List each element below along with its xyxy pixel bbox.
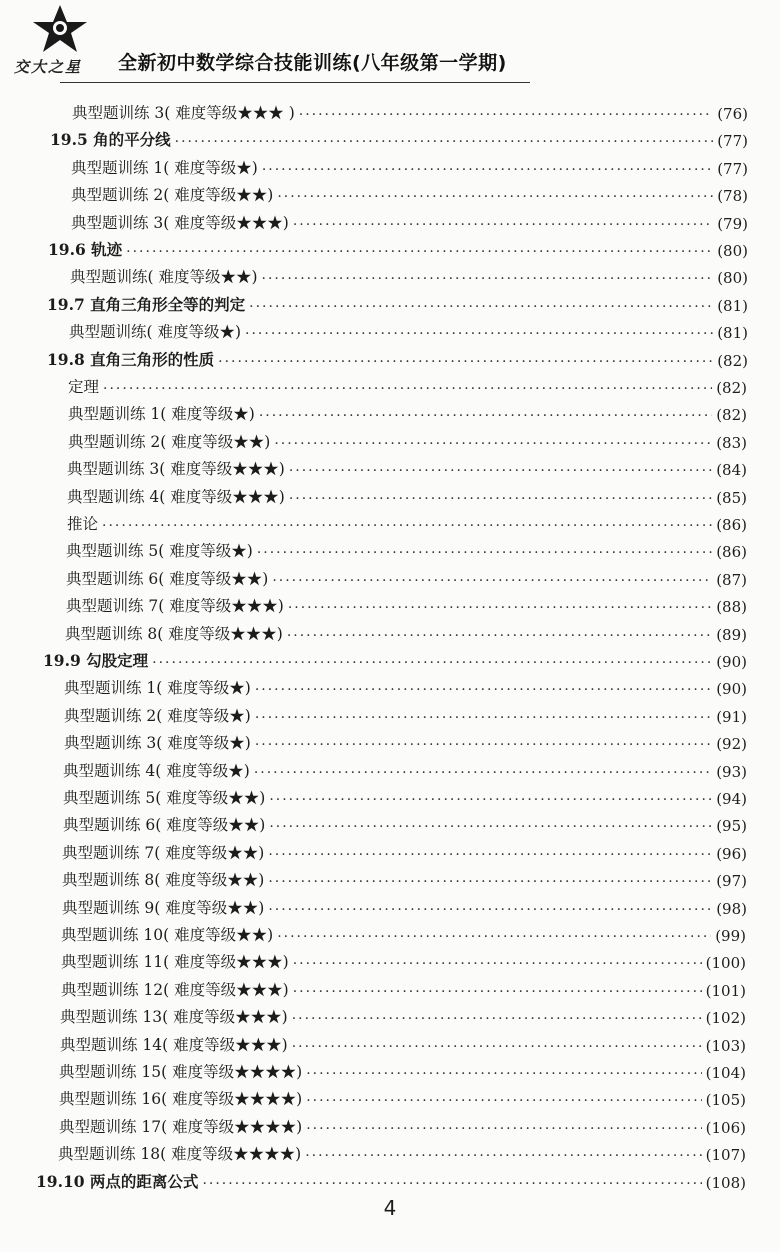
toc-label: 推论: [67, 515, 99, 533]
toc-label: 典型题训练 7( 难度等级★★): [62, 843, 265, 862]
toc-label: 典型题训练 1( 难度等级★): [71, 158, 258, 177]
toc-entry: [67, 480, 747, 507]
page-header: [0, 0, 780, 90]
toc-leader-dots: [306, 1064, 701, 1082]
toc-label: 典型题训练( 难度等级★): [69, 323, 242, 342]
toc-leader-dots: [268, 900, 712, 918]
toc-page-number: (81): [717, 296, 748, 315]
toc-leader-dots: [289, 489, 712, 507]
toc-page-number: (77): [717, 159, 748, 178]
toc-label: 典型题训练 13( 难度等级★★★): [60, 1008, 288, 1027]
toc-leader-dots: [255, 735, 712, 753]
toc-label: 19.9 勾股定理: [43, 651, 149, 670]
toc-label: 典型题训练 17( 难度等级★★★★): [59, 1117, 303, 1136]
toc-label: 典型题训练 4( 难度等级★★★): [67, 487, 285, 506]
toc-leader-dots: [293, 954, 702, 972]
toc-page-number: (78): [717, 187, 748, 206]
toc-entry: [59, 1110, 746, 1137]
toc-label: 19.6 轨迹: [48, 240, 123, 259]
toc-page-number: (96): [716, 844, 747, 863]
toc-page-number: (107): [705, 1146, 746, 1165]
toc-entry: [66, 589, 747, 616]
toc-page-number: (86): [716, 543, 747, 562]
toc-entry: [62, 836, 747, 863]
toc-entry: [71, 206, 748, 233]
toc-leader-dots: [277, 187, 713, 205]
toc-leader-dots: [299, 105, 713, 123]
toc-label: 典型题训练 14( 难度等级★★★): [60, 1035, 288, 1054]
toc-entry: [65, 617, 747, 644]
toc-page-number: (103): [705, 1036, 746, 1055]
toc-entry: [67, 452, 747, 479]
toc-leader-dots: [249, 297, 713, 315]
toc-entry: [70, 260, 748, 287]
toc-label: 典型题训练 6( 难度等级★★): [66, 569, 269, 588]
toc-leader-dots: [262, 160, 713, 178]
toc-label: 典型题训练 2( 难度等级★★): [68, 432, 271, 451]
toc-page-number: (104): [705, 1064, 746, 1082]
toc-entry: [68, 370, 747, 397]
toc-entry: [67, 507, 747, 534]
toc-page-number: (82): [717, 351, 748, 370]
toc-section: [43, 644, 747, 671]
toc-section: [47, 288, 748, 315]
toc-leader-dots: [277, 927, 711, 945]
toc-page-number: (89): [716, 625, 747, 644]
toc-leader-dots: [269, 790, 712, 808]
toc-leader-dots: [274, 434, 712, 452]
toc-entry: [69, 315, 748, 342]
toc-leader-dots: [305, 1146, 701, 1164]
toc-page-number: (95): [716, 817, 747, 836]
toc-page-number: (84): [716, 461, 747, 480]
toc-entry: [61, 973, 746, 1000]
toc-entry: [66, 534, 747, 561]
toc-entry: [60, 1028, 746, 1055]
toc-page-number: (97): [716, 872, 747, 891]
toc-section: [50, 123, 748, 150]
toc-label: 典型题训练 2( 难度等级★): [64, 706, 251, 725]
toc-leader-dots: [152, 653, 712, 671]
toc-entry: [62, 891, 747, 918]
toc-label: 典型题训练 7( 难度等级★★★): [66, 597, 284, 616]
toc-leader-dots: [257, 543, 712, 561]
toc-page-number: (77): [717, 132, 748, 151]
toc-entry: [61, 918, 746, 945]
toc-leader-dots: [293, 215, 713, 233]
toc-entry: [68, 397, 747, 424]
toc-entry: [58, 1137, 746, 1164]
toc-label: 19.8 直角三角形的性质: [47, 349, 215, 369]
toc-leader-dots: [293, 982, 702, 1000]
toc-label: 典型题训练( 难度等级★★): [70, 268, 258, 287]
toc-leader-dots: [268, 845, 712, 863]
toc-leader-dots: [218, 352, 713, 370]
toc-page-number: (105): [705, 1091, 746, 1110]
toc-label: 典型题训练 2( 难度等级★★): [71, 186, 274, 205]
toc-label: 典型题训练 8( 难度等级★★★): [65, 624, 283, 643]
toc-page-number: (80): [717, 269, 748, 288]
toc-entry: [61, 945, 746, 972]
book-title: 全新初中数学综合技能训练(八年级第一学期): [118, 52, 507, 74]
toc-leader-dots: [254, 763, 712, 781]
toc-page-number: (108): [705, 1173, 746, 1192]
toc-page-number: (94): [716, 790, 747, 808]
toc-page-number: (102): [705, 1009, 746, 1028]
toc-entry: [72, 96, 748, 123]
toc-leader-dots: [292, 1037, 702, 1055]
toc-entry: [64, 671, 747, 698]
toc-label: 典型题训练 6( 难度等级★★): [63, 816, 266, 835]
toc-leader-dots: [103, 379, 712, 397]
toc-page-number: (93): [716, 762, 747, 781]
toc-entry: [63, 754, 747, 781]
header-divider: [60, 82, 530, 83]
toc-label: 典型题训练 1( 难度等级★): [64, 679, 251, 698]
toc-page-number: (80): [717, 242, 748, 260]
toc-entry: [71, 178, 748, 205]
toc-page-number: (101): [705, 981, 746, 1000]
toc-page-number: (88): [716, 598, 747, 617]
toc-leader-dots: [202, 1174, 701, 1192]
toc-section: [48, 233, 748, 260]
toc-page-number: (86): [716, 516, 747, 534]
toc-page-number: (91): [716, 707, 747, 726]
toc-leader-dots: [306, 1091, 701, 1109]
toc-page-number: (99): [715, 927, 746, 945]
toc-entry: [63, 781, 747, 808]
toc-label: 典型题训练 16( 难度等级★★★★): [59, 1090, 303, 1109]
toc-label: 典型题训练 3( 难度等级★): [64, 734, 251, 753]
toc-label: 19.10 两点的距离公式: [36, 1171, 199, 1191]
logo-text: 交大之星: [14, 58, 83, 76]
toc-page-number: (82): [716, 379, 747, 397]
toc-entry: [63, 808, 747, 835]
toc-page-number: (76): [717, 105, 748, 123]
publisher-logo: [12, 4, 122, 86]
toc-leader-dots: [102, 516, 712, 534]
toc-leader-dots: [292, 1009, 702, 1027]
star-logo-icon: [30, 4, 90, 56]
toc-page-number: (87): [716, 570, 747, 589]
toc-leader-dots: [175, 132, 714, 150]
toc-label: 19.7 直角三角形全等的判定: [47, 294, 246, 314]
toc-page-number: (82): [716, 406, 747, 425]
page-number: 4: [383, 1196, 397, 1220]
toc-leader-dots: [255, 680, 712, 698]
toc-leader-dots: [287, 626, 712, 644]
toc-page-number: (83): [716, 433, 747, 452]
toc-page-number: (100): [705, 954, 746, 973]
toc-leader-dots: [268, 872, 712, 890]
toc-leader-dots: [259, 406, 712, 424]
toc-leader-dots: [306, 1119, 701, 1137]
toc-page-number: (106): [705, 1118, 746, 1137]
toc-leader-dots: [126, 242, 713, 260]
toc-entry: [59, 1082, 746, 1109]
toc-entry: [60, 1000, 746, 1027]
toc-label: 典型题训练 15( 难度等级★★★★): [59, 1063, 303, 1081]
toc-entry: [68, 425, 747, 452]
toc-page-number: (92): [716, 735, 747, 754]
toc-label: 典型题训练 12( 难度等级★★★): [61, 980, 289, 999]
toc-entry: [66, 562, 747, 589]
toc-page-number: (90): [716, 680, 747, 699]
toc-leader-dots: [272, 571, 712, 589]
toc-entry: [64, 699, 747, 726]
toc-label: 典型题训练 3( 难度等级★★★): [71, 213, 289, 232]
toc-label: 典型题训练 18( 难度等级★★★★): [58, 1145, 302, 1164]
toc-page-number: (85): [716, 488, 747, 507]
toc-label: 典型题训练 11( 难度等级★★★): [61, 953, 289, 972]
toc-label: 典型题训练 4( 难度等级★): [63, 761, 250, 780]
toc-leader-dots: [288, 598, 712, 616]
toc-label: 典型题训练 9( 难度等级★★): [62, 898, 265, 917]
toc-entry: [59, 1055, 746, 1082]
toc-leader-dots: [269, 817, 712, 835]
toc-page-number: (81): [717, 324, 748, 343]
toc-page-number: (79): [717, 214, 748, 233]
toc-label: 典型题训练 3( 难度等级★★★ ): [72, 104, 295, 122]
toc-label: 典型题训练 3( 难度等级★★★): [67, 460, 285, 479]
toc-leader-dots: [289, 461, 712, 479]
toc-entry: [62, 863, 747, 890]
toc-label: 19.5 角的平分线: [50, 130, 171, 150]
toc-section: [47, 343, 748, 370]
toc-page-number: (98): [716, 899, 747, 918]
toc-label: 典型题训练 8( 难度等级★★): [62, 871, 265, 890]
toc-label: 定理: [68, 378, 100, 396]
toc-label: 典型题训练 10( 难度等级★★): [61, 926, 274, 944]
toc-page-number: (90): [716, 653, 747, 671]
toc-leader-dots: [255, 708, 712, 726]
toc-entry: [64, 726, 747, 753]
toc-label: 典型题训练 1( 难度等级★): [68, 405, 255, 424]
toc-entry: [71, 151, 748, 178]
toc-label: 典型题训练 5( 难度等级★★): [63, 789, 266, 807]
toc-section: [36, 1165, 746, 1192]
toc-leader-dots: [262, 269, 714, 287]
toc-label: 典型题训练 5( 难度等级★): [66, 542, 253, 561]
toc-leader-dots: [245, 324, 713, 342]
